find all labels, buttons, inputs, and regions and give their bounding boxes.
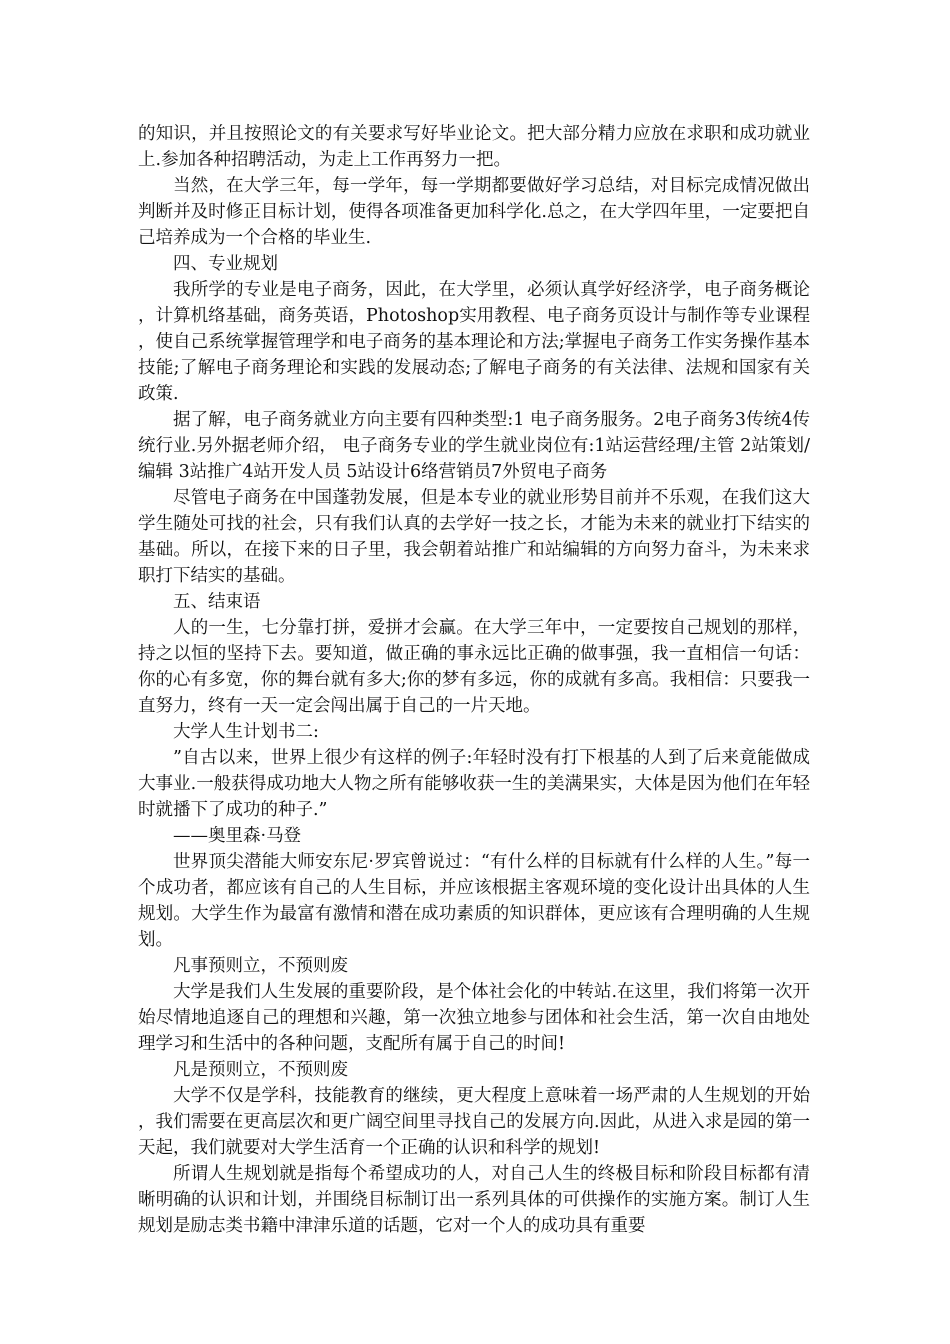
document-paragraph: 凡是预则立，不预则废	[173, 1060, 348, 1080]
document-paragraph: 大学人生计划书二:	[173, 722, 319, 742]
document-paragraph: 据了解，电子商务就业方向主要有四种类型:1 电子商务服务。2电子商务3传统4传统行业.另外据老师介绍， 电子商务专业的学生就业岗位有:1站运营经理/主管 2站策划/编辑 3站推广4站开发人员 5站设计6络营销员7外贸电子商务	[138, 410, 810, 482]
document-body	[138, 121, 810, 1239]
document-paragraph: 当然，在大学三年，每一学年，每一学期都要做好学习总结，对目标完成情况做出判断并及时修正目标计划，使得各项准备更加科学化.总之，在大学四年里，一定要把自己培养成为一个合格的毕业生.	[138, 176, 810, 248]
document-paragraph: ——奥里森·马登	[173, 826, 302, 846]
document-paragraph: 所谓人生规划就是指每个希望成功的人，对自己人生的终极目标和阶段目标都有清晰明确的认识和计划，并围绕目标制订出一系列具体的可供操作的实施方案。制订人生规划是励志类书籍中津津乐道的话题，它对一个人的成功具有重要	[138, 1164, 810, 1236]
document-paragraph: 尽管电子商务在中国蓬勃发展，但是本专业的就业形势目前并不乐观，在我们这大学生随处可找的社会，只有我们认真的去学好一技之长，才能为未来的就业打下结实的基础。所以，在接下来的日子里，我会朝着站推广和站编辑的方向努力奋斗，为未来求职打下结实的基础。	[138, 488, 810, 586]
document-paragraph: ”自古以来，世界上很少有这样的例子:年轻时没有打下根基的人到了后来竟能做成大事业.一般获得成功地大人物之所有能够收获一生的美满果实，大体是因为他们在年轻时就播下了成功的种子.”	[138, 748, 810, 820]
document-paragraph: 我所学的专业是电子商务，因此，在大学里，必须认真学好经济学，电子商务概论，计算机络基础，商务英语，Photoshop实用教程、电子商务页设计与制作等专业课程，使自己系统掌握管理学和电子商务的基本理论和方法;掌握电子商务工作实务操作基本技能;了解电子商务理论和实践的发展动态;了解电子商务的有关法律、法规和国家有关政策.	[138, 280, 810, 404]
document-paragraph: 大学是我们人生发展的重要阶段，是个体社会化的中转站.在这里，我们将第一次开始尽情地追逐自己的理想和兴趣，第一次独立地参与团体和社会生活，第一次自由地处理学习和生活中的各种问题，支配所有属于自己的时间!	[138, 982, 810, 1054]
document-paragraph: 的知识，并且按照论文的有关要求写好毕业论文。把大部分精力应放在求职和成功就业上.参加各种招聘活动，为走上工作再努力一把。	[138, 124, 810, 170]
document-paragraph: 四、专业规划	[173, 254, 278, 274]
document-paragraph: 五、结束语	[173, 592, 261, 612]
document-paragraph: 大学不仅是学科，技能教育的继续，更大程度上意味着一场严肃的人生规划的开始，我们需要在更高层次和更广阔空间里寻找自己的发展方向.因此，从进入求是园的第一天起，我们就要对大学生活育一个正确的认识和科学的规划!	[138, 1086, 810, 1158]
document-paragraph: 凡事预则立，不预则废	[173, 956, 348, 976]
document-paragraph: 人的一生，七分靠打拼，爱拼才会赢。在大学三年中，一定要按自己规划的那样，持之以恒的坚持下去。要知道，做正确的事永远比正确的做事强，我一直相信一句话：你的心有多宽，你的舞台就有多大;你的梦有多远，你的成就有多高。我相信：只要我一直努力，终有一天一定会闯出属于自己的一片天地。	[138, 618, 810, 716]
document-paragraph: 世界顶尖潜能大师安东尼·罗宾曾说过：“有什么样的目标就有什么样的人生。”每一个成功者，都应该有自己的人生目标，并应该根据主客观环境的变化设计出具体的人生规划。大学生作为最富有激情和潜在成功素质的知识群体，更应该有合理明确的人生规划。	[138, 852, 810, 950]
